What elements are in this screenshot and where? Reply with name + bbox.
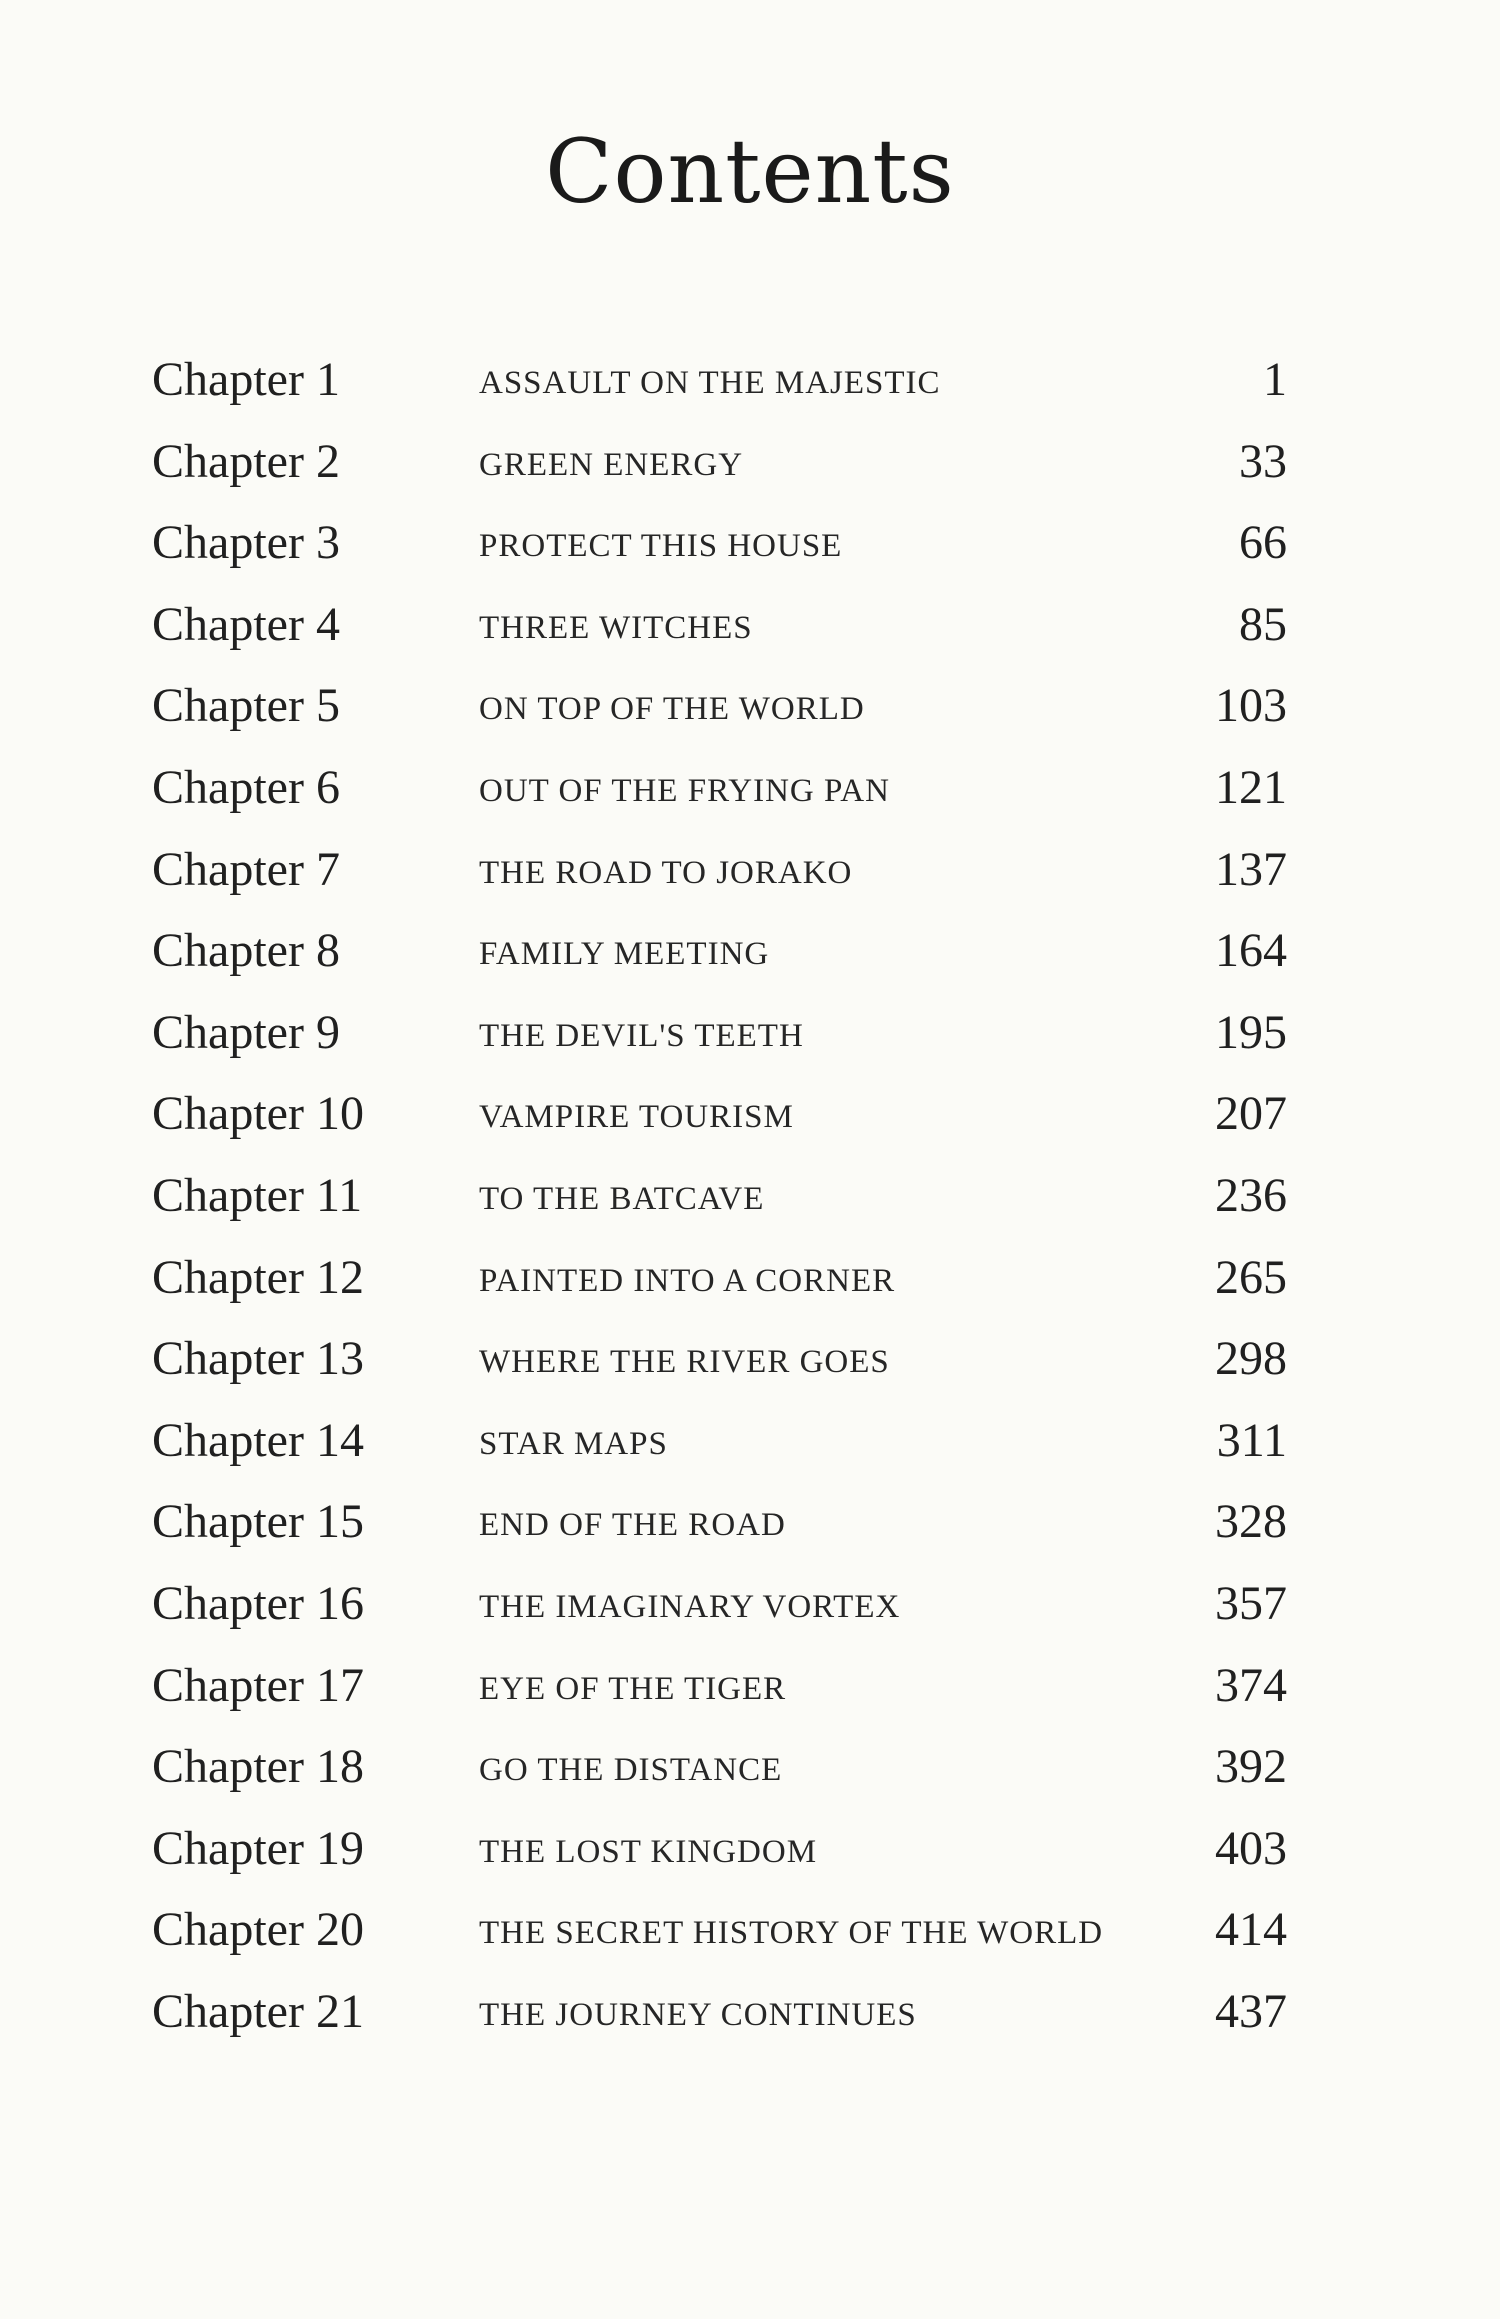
toc-row bbox=[0, 1628, 1500, 1710]
page-number: 137 bbox=[1215, 842, 1287, 896]
chapter-label: Chapter 14 bbox=[152, 1413, 364, 1467]
toc-row bbox=[0, 812, 1500, 894]
chapter-label: Chapter 4 bbox=[152, 597, 340, 651]
chapter-title: THE IMAGINARY VORTEX bbox=[479, 1589, 901, 1625]
page-number: 328 bbox=[1215, 1495, 1287, 1549]
toc-row bbox=[0, 485, 1500, 570]
toc-row bbox=[0, 1791, 1500, 1873]
toc-row bbox=[0, 1383, 1500, 1465]
chapter-label: Chapter 21 bbox=[152, 1985, 364, 2038]
page-number: 121 bbox=[1215, 761, 1287, 814]
chapter-title: VAMPIRE TOURISM bbox=[479, 1099, 794, 1136]
page-number: 311 bbox=[1216, 1413, 1287, 1467]
chapter-label: Chapter 19 bbox=[152, 1821, 364, 1875]
page-number: 207 bbox=[1215, 1087, 1287, 1141]
page-number: 357 bbox=[1215, 1577, 1287, 1630]
page-number: 66 bbox=[1239, 516, 1287, 570]
chapter-label: Chapter 8 bbox=[152, 924, 340, 978]
chapter-label: Chapter 16 bbox=[152, 1577, 364, 1630]
chapter-label: Chapter 11 bbox=[152, 1169, 363, 1222]
toc-row bbox=[0, 1464, 1500, 1549]
page-number: 103 bbox=[1215, 679, 1287, 733]
page-number: 437 bbox=[1215, 1985, 1287, 2038]
toc-row bbox=[0, 1220, 1500, 1302]
chapter-label: Chapter 5 bbox=[152, 679, 340, 733]
chapter-title: OUT OF THE FRYING PAN bbox=[479, 773, 890, 809]
chapter-label: Chapter 2 bbox=[152, 434, 340, 488]
chapter-title: ON TOP OF THE WORLD bbox=[479, 691, 865, 728]
chapter-label: Chapter 10 bbox=[152, 1087, 364, 1141]
chapter-label: Chapter 7 bbox=[152, 842, 340, 896]
chapter-label: Chapter 13 bbox=[152, 1332, 364, 1386]
chapter-title: THREE WITCHES bbox=[479, 609, 753, 646]
chapter-label: Chapter 18 bbox=[152, 1740, 364, 1794]
page-number: 1 bbox=[1263, 353, 1287, 406]
chapter-title: EYE OF THE TIGER bbox=[479, 1670, 787, 1707]
toc-row bbox=[0, 322, 1500, 404]
toc-row bbox=[0, 893, 1500, 978]
chapter-title: WHERE THE RIVER GOES bbox=[479, 1344, 890, 1381]
toc-row bbox=[0, 975, 1500, 1057]
page-number: 298 bbox=[1215, 1332, 1287, 1386]
page-number: 33 bbox=[1239, 434, 1287, 488]
toc-row bbox=[0, 1056, 1500, 1141]
chapter-title: THE LOST KINGDOM bbox=[479, 1833, 818, 1870]
chapter-title: PAINTED INTO A CORNER bbox=[479, 1262, 896, 1299]
toc-row bbox=[0, 730, 1500, 812]
toc-row bbox=[0, 567, 1500, 649]
chapter-title: PROTECT THIS HOUSE bbox=[479, 528, 843, 565]
toc-row bbox=[0, 1138, 1500, 1220]
page-number: 414 bbox=[1215, 1903, 1287, 1957]
toc-row bbox=[0, 1709, 1500, 1794]
toc-row bbox=[0, 404, 1500, 486]
chapter-title: ASSAULT ON THE MAJESTIC bbox=[479, 365, 941, 401]
page-number: 403 bbox=[1215, 1821, 1287, 1875]
chapter-label: Chapter 9 bbox=[152, 1005, 340, 1059]
chapter-title: GO THE DISTANCE bbox=[479, 1752, 783, 1789]
page-number: 195 bbox=[1215, 1005, 1287, 1059]
chapter-label: Chapter 17 bbox=[152, 1658, 364, 1712]
chapter-title: STAR MAPS bbox=[479, 1425, 668, 1462]
chapter-label: Chapter 15 bbox=[152, 1495, 364, 1549]
toc-row bbox=[0, 1546, 1500, 1628]
chapter-title: THE SECRET HISTORY OF THE WORLD bbox=[479, 1915, 1104, 1952]
chapter-title: GREEN ENERGY bbox=[479, 446, 744, 483]
chapter-title: END OF THE ROAD bbox=[479, 1507, 786, 1544]
chapter-label: Chapter 3 bbox=[152, 516, 340, 570]
page-number: 236 bbox=[1215, 1169, 1287, 1222]
chapter-label: Chapter 20 bbox=[152, 1903, 364, 1957]
chapter-label: Chapter 6 bbox=[152, 761, 340, 814]
toc-row bbox=[0, 1872, 1500, 1957]
chapter-label: Chapter 1 bbox=[152, 353, 340, 406]
chapter-title: FAMILY MEETING bbox=[479, 936, 770, 973]
page-number: 392 bbox=[1215, 1740, 1287, 1794]
chapter-label: Chapter 12 bbox=[152, 1250, 364, 1304]
chapter-title: TO THE BATCAVE bbox=[479, 1181, 765, 1217]
page-number: 85 bbox=[1239, 597, 1287, 651]
page-title: Contents bbox=[545, 120, 955, 223]
toc-row bbox=[0, 648, 1500, 733]
chapter-title: THE JOURNEY CONTINUES bbox=[479, 1997, 917, 2033]
page-number: 374 bbox=[1215, 1658, 1287, 1712]
toc-row bbox=[0, 1954, 1500, 2036]
page-number: 265 bbox=[1215, 1250, 1287, 1304]
chapter-title: THE ROAD TO JORAKO bbox=[479, 854, 853, 891]
page-number: 164 bbox=[1215, 924, 1287, 978]
toc-row bbox=[0, 1301, 1500, 1386]
chapter-title: THE DEVIL'S TEETH bbox=[479, 1017, 804, 1054]
